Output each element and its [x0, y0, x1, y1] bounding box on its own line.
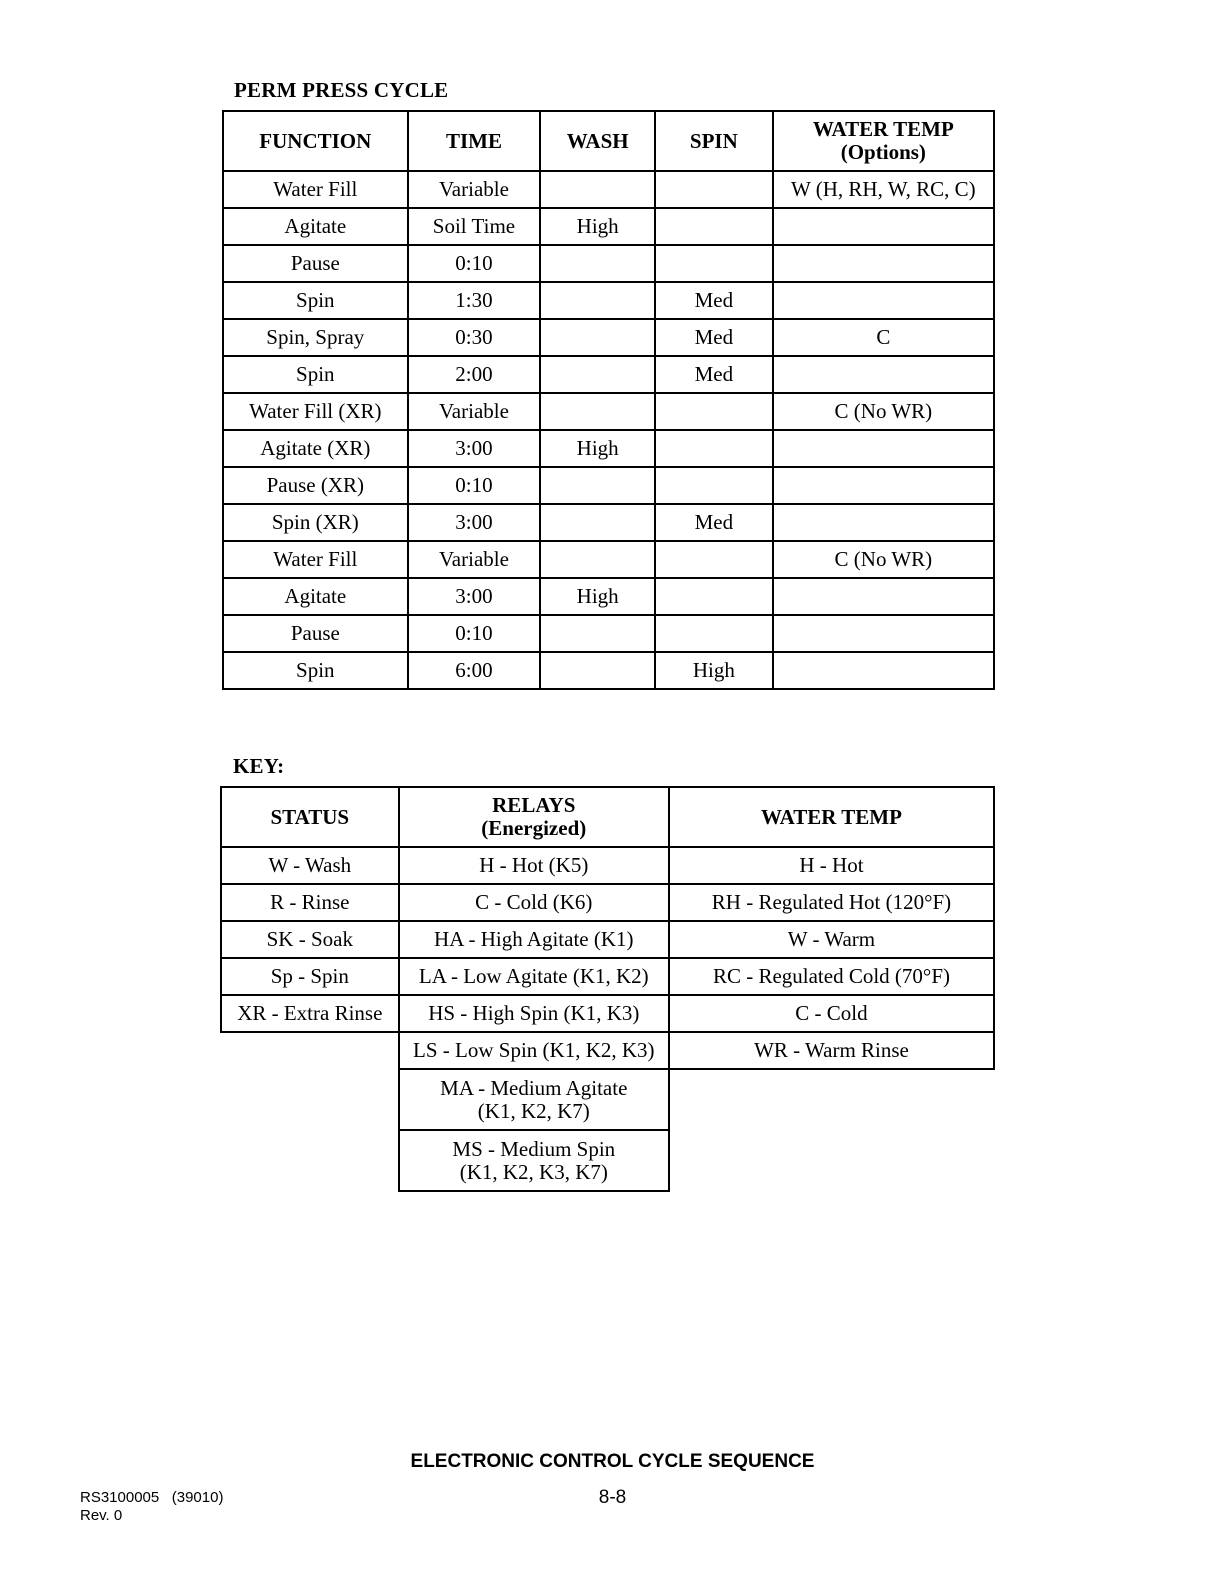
wash-cell	[540, 356, 655, 393]
table-row	[221, 995, 994, 1032]
spin-cell: Med	[655, 319, 773, 356]
table-row	[221, 921, 994, 958]
header-status: STATUS	[221, 787, 399, 847]
key-header-row	[221, 787, 994, 847]
relay-cell: H - Hot (K5)	[399, 847, 669, 884]
time-cell: 0:10	[408, 467, 541, 504]
table-row	[223, 393, 994, 430]
water-temp-cell: C (No WR)	[773, 393, 994, 430]
status-cell: XR - Extra Rinse	[221, 995, 399, 1032]
function-cell: Agitate (XR)	[223, 430, 408, 467]
header-wash: WASH	[540, 111, 655, 171]
header-water-temp-options: (Options)	[840, 140, 926, 164]
cycle-header-row	[223, 111, 994, 171]
wash-cell: High	[540, 578, 655, 615]
spin-cell	[655, 467, 773, 504]
wash-cell: High	[540, 208, 655, 245]
relay-cell: C - Cold (K6)	[399, 884, 669, 921]
function-cell: Agitate	[223, 578, 408, 615]
table-row	[223, 245, 994, 282]
perm-press-cycle-table	[222, 110, 995, 690]
wash-cell	[540, 245, 655, 282]
table-row	[221, 884, 994, 921]
wash-cell	[540, 319, 655, 356]
status-cell: Sp - Spin	[221, 958, 399, 995]
spin-cell: Med	[655, 282, 773, 319]
spin-cell	[655, 541, 773, 578]
table-row	[223, 615, 994, 652]
relay-cell: LS - Low Spin (K1, K2, K3)	[399, 1032, 669, 1069]
function-cell: Water Fill	[223, 171, 408, 208]
relay-cell	[399, 1069, 669, 1130]
header-relays-energized: (Energized)	[481, 816, 587, 840]
wash-cell	[540, 504, 655, 541]
function-cell: Spin (XR)	[223, 504, 408, 541]
table-row	[223, 467, 994, 504]
wash-cell	[540, 541, 655, 578]
time-cell: 3:00	[408, 578, 541, 615]
time-cell: 3:00	[408, 504, 541, 541]
empty-cell	[221, 1130, 399, 1191]
function-cell: Pause	[223, 245, 408, 282]
time-cell: Soil Time	[408, 208, 541, 245]
water-temp-cell: W (H, RH, W, RC, C)	[773, 171, 994, 208]
water-temp-cell	[773, 208, 994, 245]
function-cell: Spin	[223, 282, 408, 319]
water-temp-cell	[773, 430, 994, 467]
function-cell: Agitate	[223, 208, 408, 245]
function-cell: Pause (XR)	[223, 467, 408, 504]
function-cell: Spin, Spray	[223, 319, 408, 356]
wash-cell	[540, 615, 655, 652]
time-cell: 0:10	[408, 245, 541, 282]
water-temp-cell: H - Hot	[669, 847, 994, 884]
wash-cell	[540, 467, 655, 504]
header-relays	[399, 787, 669, 847]
wash-cell	[540, 652, 655, 689]
water-temp-cell	[773, 282, 994, 319]
water-temp-cell	[773, 615, 994, 652]
table-row	[223, 578, 994, 615]
time-cell: 3:00	[408, 430, 541, 467]
relay-cell: HS - High Spin (K1, K3)	[399, 995, 669, 1032]
header-function: FUNCTION	[223, 111, 408, 171]
function-cell: Water Fill (XR)	[223, 393, 408, 430]
water-temp-cell	[773, 356, 994, 393]
page-number: 8-8	[598, 1487, 627, 1508]
key-title: KEY:	[233, 754, 285, 778]
water-temp-cell	[773, 652, 994, 689]
key-table	[220, 786, 995, 1192]
table-row	[223, 319, 994, 356]
relay-line: MA - Medium Agitate	[440, 1075, 628, 1100]
water-temp-cell: W - Warm	[669, 921, 994, 958]
wash-cell: High	[540, 430, 655, 467]
time-cell: 2:00	[408, 356, 541, 393]
time-cell: 1:30	[408, 282, 541, 319]
time-cell: Variable	[408, 171, 541, 208]
table-row	[223, 541, 994, 578]
header-relays-label: RELAYS	[492, 793, 576, 817]
water-temp-cell	[773, 467, 994, 504]
time-cell: 6:00	[408, 652, 541, 689]
spin-cell	[655, 393, 773, 430]
time-cell: Variable	[408, 541, 541, 578]
spin-cell	[655, 430, 773, 467]
empty-cell	[669, 1069, 994, 1130]
water-temp-cell	[773, 504, 994, 541]
time-cell: 0:30	[408, 319, 541, 356]
spin-cell	[655, 208, 773, 245]
relay-cell: LA - Low Agitate (K1, K2)	[399, 958, 669, 995]
table-row	[221, 958, 994, 995]
status-cell: W - Wash	[221, 847, 399, 884]
header-time: TIME	[408, 111, 541, 171]
water-temp-cell: WR - Warm Rinse	[669, 1032, 994, 1069]
table-row	[221, 1130, 994, 1191]
water-temp-cell: RH - Regulated Hot (120°F)	[669, 884, 994, 921]
footer-title: ELECTRONIC CONTROL CYCLE SEQUENCE	[410, 1451, 815, 1472]
spin-cell	[655, 578, 773, 615]
spin-cell	[655, 171, 773, 208]
time-cell: Variable	[408, 393, 541, 430]
empty-cell	[221, 1032, 399, 1069]
table-row	[223, 171, 994, 208]
water-temp-cell: C - Cold	[669, 995, 994, 1032]
wash-cell	[540, 393, 655, 430]
header-key-water-temp: WATER TEMP	[669, 787, 994, 847]
cycle-title: PERM PRESS CYCLE	[234, 78, 449, 102]
revision: Rev. 0	[80, 1507, 123, 1524]
table-row	[221, 1032, 994, 1069]
relay-line: (K1, K2, K7)	[477, 1098, 590, 1123]
table-row	[223, 504, 994, 541]
wash-cell	[540, 171, 655, 208]
table-row	[223, 282, 994, 319]
table-row	[223, 430, 994, 467]
header-spin: SPIN	[655, 111, 773, 171]
empty-cell	[221, 1069, 399, 1130]
wash-cell	[540, 282, 655, 319]
table-row	[221, 847, 994, 884]
water-temp-cell: C (No WR)	[773, 541, 994, 578]
empty-cell	[669, 1130, 994, 1191]
spin-cell: Med	[655, 504, 773, 541]
status-cell: SK - Soak	[221, 921, 399, 958]
document-number: RS3100005 (39010)	[80, 1489, 224, 1506]
function-cell: Pause	[223, 615, 408, 652]
relay-line: (K1, K2, K3, K7)	[459, 1159, 608, 1184]
spin-cell: Med	[655, 356, 773, 393]
spin-cell	[655, 615, 773, 652]
water-temp-cell: RC - Regulated Cold (70°F)	[669, 958, 994, 995]
table-row	[223, 356, 994, 393]
header-water-temp-label: WATER TEMP	[812, 117, 954, 141]
function-cell: Spin	[223, 652, 408, 689]
water-temp-cell	[773, 245, 994, 282]
table-row	[221, 1069, 994, 1130]
table-row	[223, 652, 994, 689]
relay-cell	[399, 1130, 669, 1191]
water-temp-cell	[773, 578, 994, 615]
relay-line: MS - Medium Spin	[452, 1136, 616, 1161]
spin-cell: High	[655, 652, 773, 689]
spin-cell	[655, 245, 773, 282]
water-temp-cell: C	[773, 319, 994, 356]
header-water-temp	[773, 111, 994, 171]
relay-cell: HA - High Agitate (K1)	[399, 921, 669, 958]
table-row	[223, 208, 994, 245]
time-cell: 0:10	[408, 615, 541, 652]
function-cell: Water Fill	[223, 541, 408, 578]
status-cell: R - Rinse	[221, 884, 399, 921]
function-cell: Spin	[223, 356, 408, 393]
